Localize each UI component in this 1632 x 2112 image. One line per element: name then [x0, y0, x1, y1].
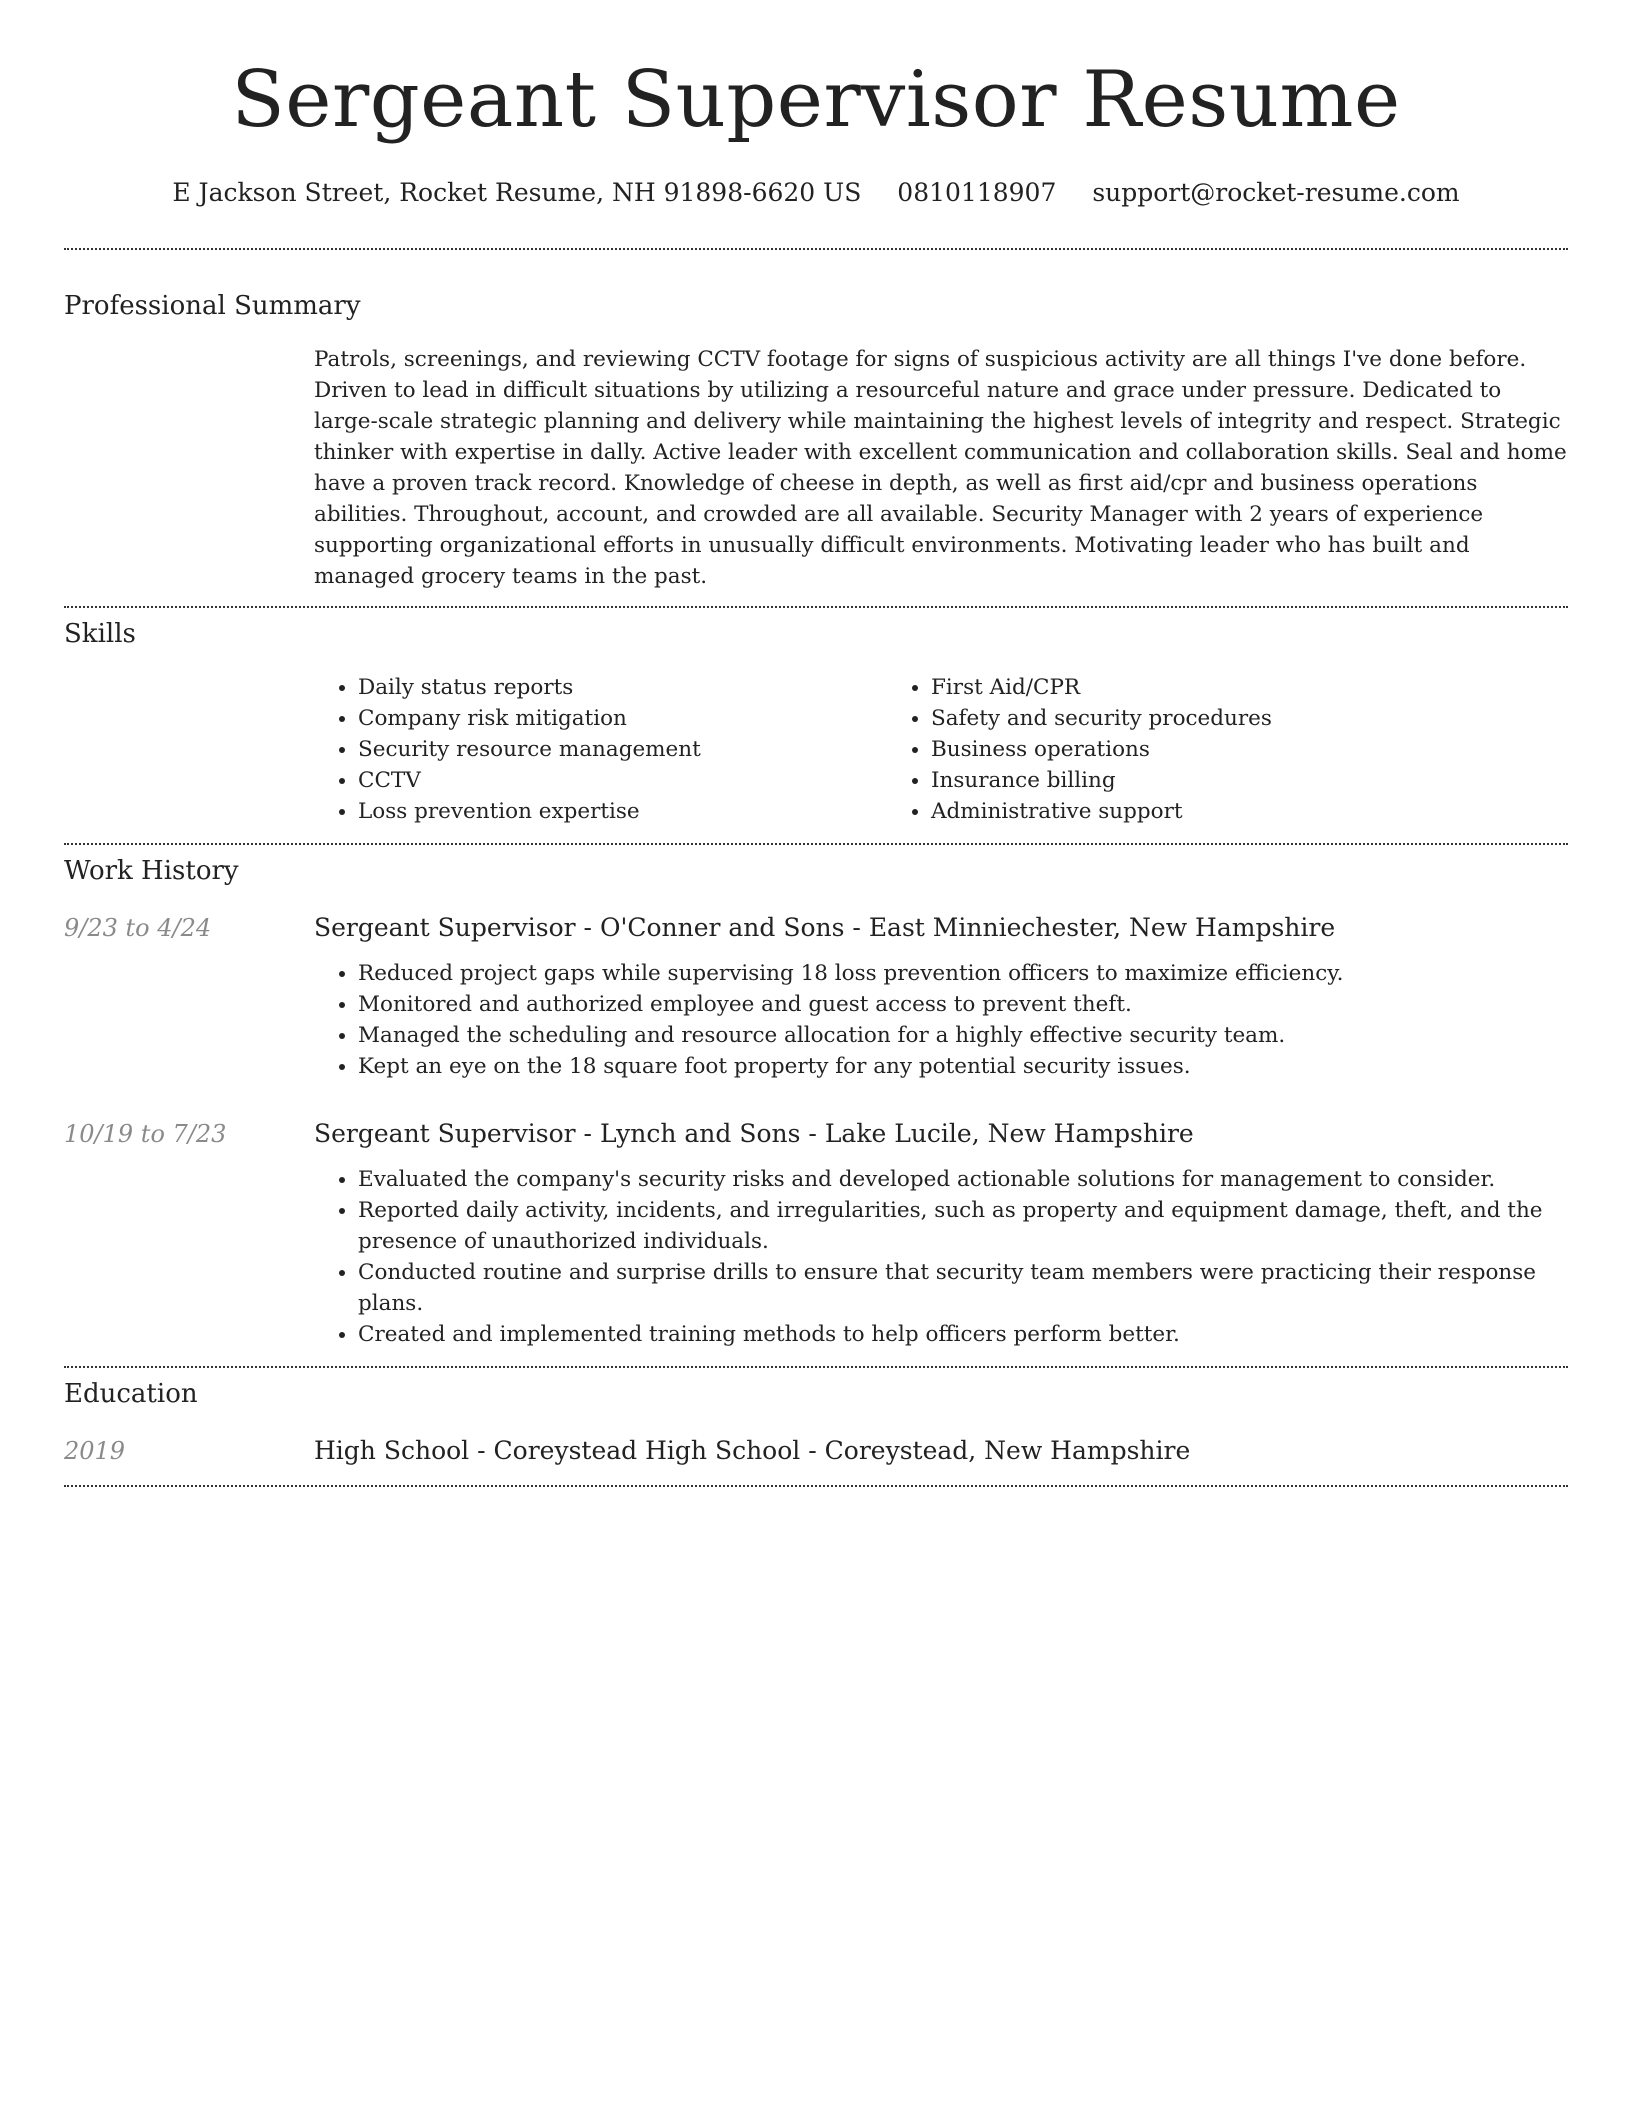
divider [64, 1485, 1568, 1487]
education-date: 2019 [64, 1437, 126, 1465]
divider [64, 843, 1568, 845]
contact-line [64, 178, 1568, 208]
skill-item: • Security resource management [358, 734, 885, 765]
divider [64, 606, 1568, 608]
job-date: 9/23 to 4/24 [64, 914, 212, 942]
job-bullet: • Conducted routine and surprise drills to ensure that security team members were practicing their response plans. [358, 1257, 1568, 1319]
separator: - [800, 1119, 825, 1148]
separator: - [844, 913, 869, 942]
job-bullet: • Kept an eye on the 18 square foot property for any potential security issues. [358, 1051, 1568, 1082]
job-bullet: • Monitored and authorized employee and guest access to prevent theft. [358, 989, 1568, 1020]
separator: - [800, 1436, 825, 1465]
education-heading: Education [64, 1379, 198, 1409]
education-school: Coreystead High School [493, 1436, 801, 1465]
job-company: O'Conner and Sons [599, 913, 845, 942]
job-bullet: • Evaluated the company's security risks and developed actionable solutions for management to consider. [358, 1164, 1568, 1195]
page-title: Sergeant Supervisor Resume [231, 55, 1401, 145]
job-body [314, 1118, 1568, 1350]
job-heading [314, 1118, 1568, 1150]
job-body [314, 912, 1568, 1082]
skills-list-right [885, 672, 1456, 827]
summary-heading: Professional Summary [64, 291, 361, 321]
job-company: Lynch and Sons [599, 1119, 801, 1148]
job-location: Lake Lucile, New Hampshire [824, 1119, 1194, 1148]
job-bullet: • Created and implemented training methods to help officers perform better. [358, 1319, 1568, 1350]
job-entry [64, 1118, 1568, 1350]
summary-section [64, 290, 1568, 592]
job-location: East Minniechester, New Hampshire [868, 913, 1336, 942]
skill-item: • Safety and security procedures [931, 703, 1456, 734]
job-title: Sergeant Supervisor [314, 1119, 576, 1148]
job-bullet: • Managed the scheduling and resource allocation for a highly effective security team. [358, 1020, 1568, 1051]
contact-email: support@rocket-resume.com [1092, 178, 1460, 207]
work-section [64, 855, 1568, 1350]
education-degree: High School [314, 1436, 470, 1465]
skill-item: • Business operations [931, 734, 1456, 765]
skill-item: • Daily status reports [358, 672, 885, 703]
skill-item: • Company risk mitigation [358, 703, 885, 734]
separator: - [575, 913, 600, 942]
skills-columns [314, 672, 1568, 827]
job-date: 10/19 to 7/23 [64, 1120, 227, 1148]
skill-item: • Loss prevention expertise [358, 796, 885, 827]
education-section [64, 1378, 1568, 1467]
job-heading [314, 912, 1568, 944]
job-entry [64, 912, 1568, 1082]
education-body [314, 1435, 1568, 1467]
job-bullets [314, 1164, 1568, 1350]
job-title: Sergeant Supervisor [314, 913, 576, 942]
work-heading: Work History [64, 856, 239, 886]
skills-list-left [314, 672, 885, 827]
contact-address: E Jackson Street, Rocket Resume, NH 91898-6620 US [172, 178, 862, 207]
divider [64, 1366, 1568, 1368]
skill-item: • First Aid/CPR [931, 672, 1456, 703]
resume-page [64, 0, 1568, 1487]
job-bullets [314, 958, 1568, 1082]
education-heading-line [314, 1435, 1568, 1467]
job-bullet: • Reported daily activity, incidents, and irregularities, such as property and equipment damage, theft, and the presence of unauthorized individuals. [358, 1195, 1568, 1257]
separator: - [575, 1119, 600, 1148]
skill-item: • Administrative support [931, 796, 1456, 827]
divider [64, 248, 1568, 250]
job-bullet: • Reduced project gaps while supervising 18 loss prevention officers to maximize efficiency. [358, 958, 1568, 989]
education-entry [64, 1435, 1568, 1467]
summary-text: Patrols, screenings, and reviewing CCTV footage for signs of suspicious activity are all things I've done before. Driven to lead in difficult situations by utilizing a resourceful nature and grace under pressure. Dedicated to large-scale strategic planning and delivery while maintaining the highest levels of integrity and respect. Strategic thinker with expertise in dally. Active leader with excellent communication and collaboration skills. Seal and home have a proven track record. Knowledge of cheese in depth, as well as first aid/cpr and business operations abilities. Throughout, account, and crowded are all available. Security Manager with 2 years of experience supporting organizational efforts in unusually difficult environments. Motivating leader who has built and managed grocery teams in the past. [314, 347, 1567, 589]
skill-item: • CCTV [358, 765, 885, 796]
education-location: Coreystead, New Hampshire [824, 1436, 1191, 1465]
contact-phone: 0810118907 [897, 178, 1057, 207]
separator: - [469, 1436, 494, 1465]
skills-section [64, 618, 1568, 827]
skill-item: • Insurance billing [931, 765, 1456, 796]
skills-heading: Skills [64, 619, 136, 649]
